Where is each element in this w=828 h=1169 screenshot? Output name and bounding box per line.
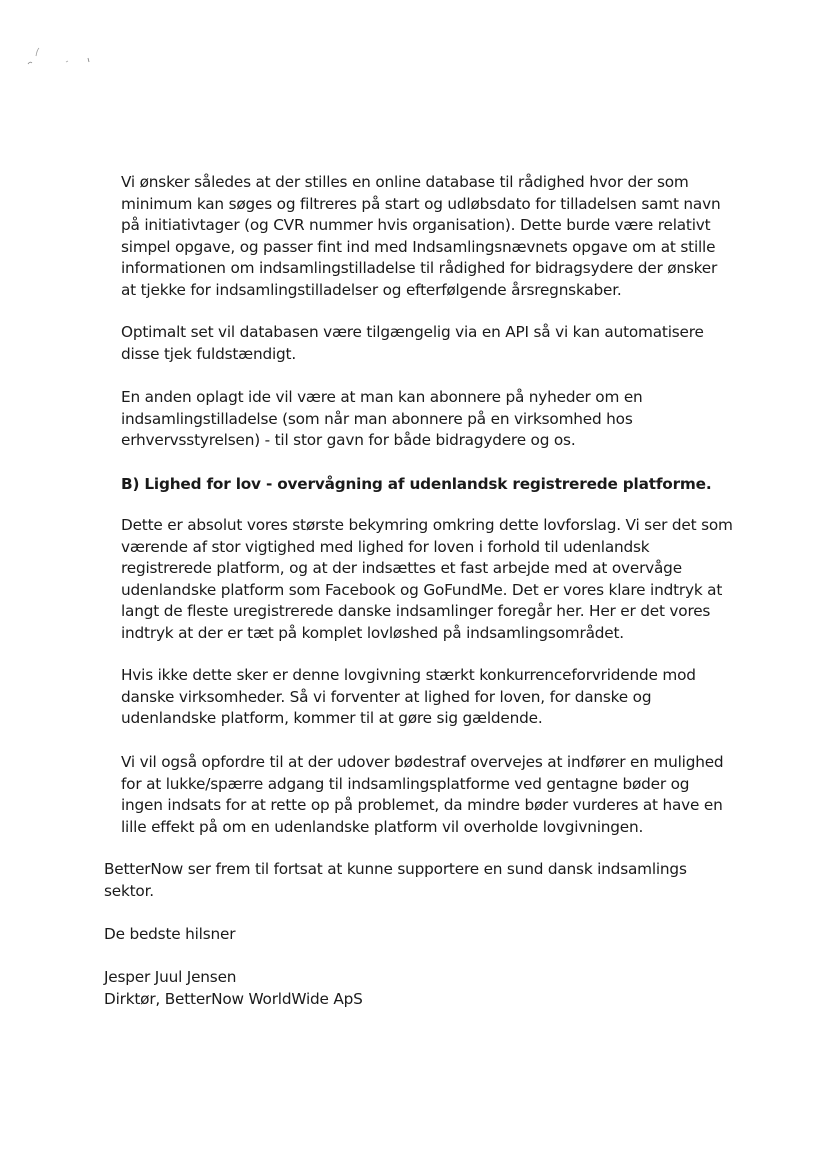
text-line: på initiativtager (og CVR nummer hvis organisation). Dette burde være relativt [121, 216, 711, 234]
heading-text: B) Lighed for lov - overvågning af udenlandsk registrerede platforme. [121, 475, 712, 493]
signature-name: Jesper Juul Jensen [104, 968, 237, 986]
paragraph-news-subscription [121, 387, 721, 452]
text-line: indtryk at der er tæt på komplet lovløshed på indsamlingsområdet. [121, 623, 624, 642]
paragraph-blocking-proposal [121, 752, 724, 838]
signature-title: Dirktør, BetterNow WorldWide ApS [104, 989, 363, 1008]
text-line: Dette er absolut vores største bekymring omkring dette lovforslag. Vi ser det som [121, 516, 733, 534]
text-line: erhvervsstyrelsen) - til stor gavn for både bidragydere og os. [121, 431, 576, 449]
text-line: En anden oplagt ide vil være at man kan abonnere på nyheder om en [121, 388, 643, 406]
text-line: værende af stor vigtighed med lighed for loven i forhold til udenlandsk [121, 537, 650, 556]
paragraph-foreign-platforms-concern [121, 515, 733, 644]
text-line: BetterNow ser frem til fortsat at kunne supportere en sund dansk indsamlings [104, 860, 687, 878]
text-line: Vi vil også opfordre til at der udover bødestraf overvejes at indfører en mulighed [121, 753, 724, 771]
scan-artifact-marks [22, 42, 112, 70]
paragraph-competition-distortion [121, 665, 721, 730]
text-line: disse tjek fuldstændigt. [121, 344, 297, 363]
paragraph-closing [104, 859, 704, 902]
text-line: langt de fleste uregistrerede danske indsamlinger foregår her. Her er det vores [121, 602, 711, 620]
text-line: Vi ønsker således at der stilles en online database til rådighed hvor der som [121, 173, 689, 191]
text-line: for at lukke/spærre adgang til indsamlingsplatforme ved gentagne bøder og [121, 774, 690, 793]
text-line: lille effekt på om en udenlandske platform vil overholde lovgivningen. [121, 817, 644, 836]
text-line: udenlandske platform som Facebook og GoFundMe. Det er vores klare indtryk at [121, 580, 723, 599]
text-line: indsamlingstilladelse (som når man abonnere på en virksomhed hos [121, 409, 633, 428]
signature-block [104, 967, 704, 1010]
paragraph-api-access [121, 322, 721, 365]
text-line: udenlandske platform, kommer til at gøre sig gældende. [121, 709, 543, 727]
text-line: danske virksomheder. Så vi forventer at lighed for loven, for danske og [121, 687, 652, 706]
text-line: simpel opgave, og passer fint ind med Indsamlingsnævnets opgave om at stille [121, 237, 716, 256]
text-line: Hvis ikke dette sker er denne lovgivning stærkt konkurrenceforvridende mod [121, 666, 696, 684]
text-line: at tjekke for indsamlingstilladelser og efterfølgende årsregnskaber. [121, 280, 622, 299]
text-line: ingen indsats for at rette op på problemet, da mindre bøder vurderes at have en [121, 796, 723, 814]
greeting [104, 924, 704, 946]
text-line: registrerede platform, og at der indsættes et fast arbejde med at overvåge [121, 559, 682, 577]
text-line: sektor. [104, 881, 154, 900]
section-heading-b [121, 474, 721, 496]
text-line: minimum kan søges og filtreres på start og udløbsdato for tilladelsen samt navn [121, 194, 721, 213]
text-line: informationen om indsamlingstilladelse til rådighed for bidragsydere der ønsker [121, 259, 718, 277]
greeting-text: De bedste hilsner [104, 925, 236, 943]
text-line: Optimalt set vil databasen være tilgængelig via en API så vi kan automatisere [121, 323, 704, 341]
paragraph-database-request [121, 172, 721, 301]
